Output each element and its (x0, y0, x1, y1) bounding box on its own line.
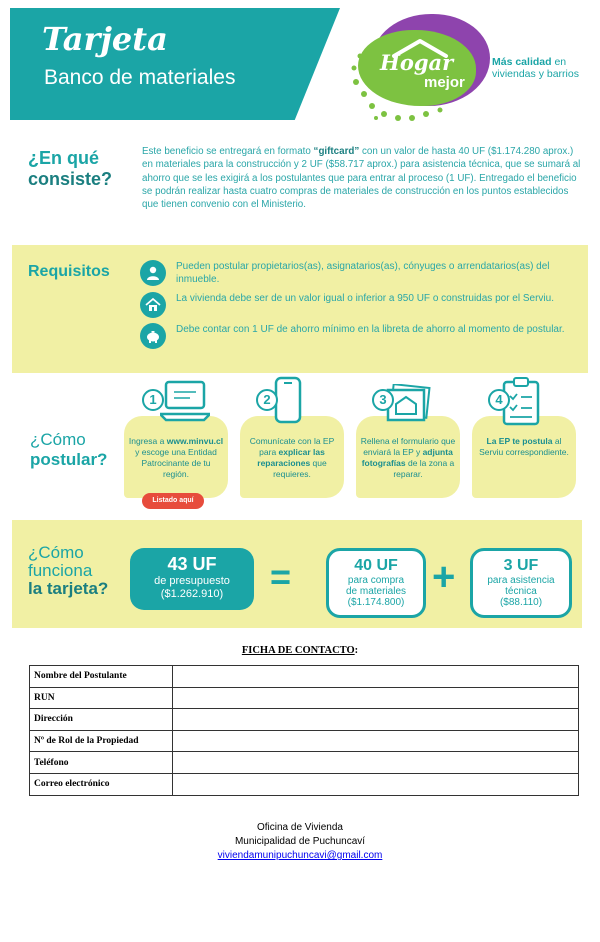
step-1-text (128, 436, 224, 480)
step-4-number: 4 (488, 389, 510, 411)
field-input-direccion[interactable] (173, 709, 579, 731)
materiales-badge (326, 548, 426, 618)
presupuesto-amount: 43 UF (167, 554, 217, 574)
step-2 (240, 416, 344, 498)
tagline-bold: Más calidad (492, 56, 552, 68)
ficha-contacto-table (29, 665, 579, 796)
field-label-direccion: Dirección (30, 709, 173, 731)
presupuesto-pesos: ($1.262.910) (160, 588, 224, 600)
que-consiste-text (142, 145, 582, 211)
asistencia-pesos: ($88.110) (499, 597, 543, 608)
house-icon (140, 292, 166, 318)
table-row (30, 666, 579, 688)
field-label-correo: Correo electrónico (30, 773, 173, 795)
como-postular-title-line1: ¿Cómo (30, 430, 86, 449)
step-1-text-a: Ingresa a (128, 436, 167, 446)
que-consiste-title-line2: consiste? (28, 169, 113, 189)
presupuesto-total-badge (130, 548, 254, 610)
ficha-contacto-title (0, 645, 600, 656)
step-1 (124, 416, 228, 498)
que-consiste-text-part2: con un valor de hasta 40 UF ($1.174.280 aprox.) en materiales para la construcción y 2 UF ($58.717 aprox.) para asistencia técnica, que se sumará al ahorro que se les exigirá a los postulantes que para entrar al proceso (1 UF). Entregado el beneficio se podrán realizar hasta cuatro compras de materiales de construcción en los puntos establecidos que tienen convenio con el Ministerio. (142, 146, 581, 211)
field-input-run[interactable] (173, 687, 579, 709)
field-label-run: RUN (30, 687, 173, 709)
ficha-contacto-title-colon: : (354, 645, 359, 656)
asistencia-label-1: para asistencia (487, 575, 555, 586)
presupuesto-label: de presupuesto (154, 575, 230, 587)
step-2-text-a: Comunícate con la EP para (249, 436, 335, 457)
listado-aqui-button[interactable]: Listado aquí (142, 493, 204, 509)
field-label-rol: Nº de Rol de la Propiedad (30, 730, 173, 752)
field-input-nombre[interactable] (173, 666, 579, 688)
requisito-item (140, 260, 580, 290)
field-input-correo[interactable] (173, 773, 579, 795)
footer (0, 821, 600, 863)
title-script: Tarjeta (42, 20, 168, 58)
field-label-nombre: Nombre del Postulante (30, 666, 173, 688)
field-input-rol[interactable] (173, 730, 579, 752)
plus-sign: + (432, 555, 456, 599)
materiales-label-1: para compra (347, 575, 405, 586)
ficha-contacto-title-text: FICHA DE CONTACTO (241, 645, 355, 656)
como-funciona-title-line3: la tarjeta? (28, 579, 109, 598)
table-row (30, 709, 579, 731)
como-funciona-title-line1: ¿Cómo (28, 543, 84, 562)
materiales-amount: 40 UF (354, 557, 398, 574)
tagline-rest: en viviendas y barrios (492, 56, 579, 80)
requisito-text: La vivienda debe ser de un valor igual o inferior a 950 UF o construidas por el Serviu. (176, 293, 554, 304)
requisito-item (140, 292, 580, 322)
que-consiste-text-bold: “giftcard” (313, 146, 360, 157)
como-postular-title (30, 430, 107, 470)
que-consiste-title (28, 148, 112, 190)
laptop-icon (160, 380, 210, 422)
logo-text-mejor: mejor (424, 74, 465, 91)
step-3 (356, 416, 460, 498)
step-4-text-c: al Serviu correspondiente. (479, 436, 569, 457)
asistencia-label-2: técnica (505, 586, 537, 597)
step-1-text-b: www.minvu.cl (166, 436, 224, 446)
footer-office: Oficina de Vivienda (257, 822, 343, 833)
step-3-text (360, 436, 456, 480)
que-consiste-title-line1: ¿En qué (28, 148, 99, 168)
requisito-text: Pueden postular propietarios(as), asignatarios(as), cónyuges o arrendatarios(as) del inmueble. (176, 261, 550, 285)
asistencia-amount: 3 UF (503, 557, 539, 574)
materiales-pesos: ($1.174.800) (347, 597, 405, 608)
step-2-text (244, 436, 340, 480)
requisitos-title: Requisitos (28, 263, 110, 280)
step-4 (472, 416, 576, 498)
step-2-text-b: explicar las reparaciones (257, 447, 325, 468)
equals-sign: = (270, 556, 292, 597)
step-3-text-c: de la zona a reparar. (393, 458, 455, 479)
step-4-text-b: La EP te postula (486, 436, 553, 446)
piggy-bank-icon (140, 323, 166, 349)
logo-text-hogar: Hogar (380, 50, 454, 75)
requisito-text: Debe contar con 1 UF de ahorro mínimo en la libreta de ahorro al momento de postular. (176, 324, 565, 335)
step-2-text-c: que requieres. (273, 458, 327, 479)
asistencia-tecnica-badge (470, 548, 572, 618)
step-1-text-c: y escoge una Entidad Patrocinante de tu región. (135, 447, 217, 479)
step-1-number: 1 (142, 389, 164, 411)
como-funciona-title-line2: funciona (28, 561, 93, 580)
table-row (30, 752, 579, 774)
footer-email-link[interactable]: viviendamunipuchuncavi@gmail.com (217, 850, 383, 861)
step-2-number: 2 (256, 389, 278, 411)
como-funciona-title (28, 544, 108, 598)
table-row (30, 773, 579, 795)
title-subtitle: Banco de materiales (44, 66, 236, 89)
requisito-item (140, 323, 580, 353)
step-3-text-b: adjunta fotografías (361, 447, 453, 468)
step-4-text (476, 436, 572, 458)
table-row (30, 730, 579, 752)
step-3-number: 3 (372, 389, 394, 411)
person-icon (140, 260, 166, 286)
que-consiste-text-part1: Este beneficio se entregará en formato (142, 146, 314, 157)
tagline (492, 56, 592, 80)
step-3-text-a: Rellena el formulario que enviará la EP y (360, 436, 456, 457)
table-row (30, 687, 579, 709)
materiales-label-2: de materiales (345, 586, 407, 597)
field-label-telefono: Teléfono (30, 752, 173, 774)
field-input-telefono[interactable] (173, 752, 579, 774)
footer-municipality: Municipalidad de Puchuncaví (234, 836, 366, 847)
como-postular-title-line2: postular? (30, 450, 108, 469)
